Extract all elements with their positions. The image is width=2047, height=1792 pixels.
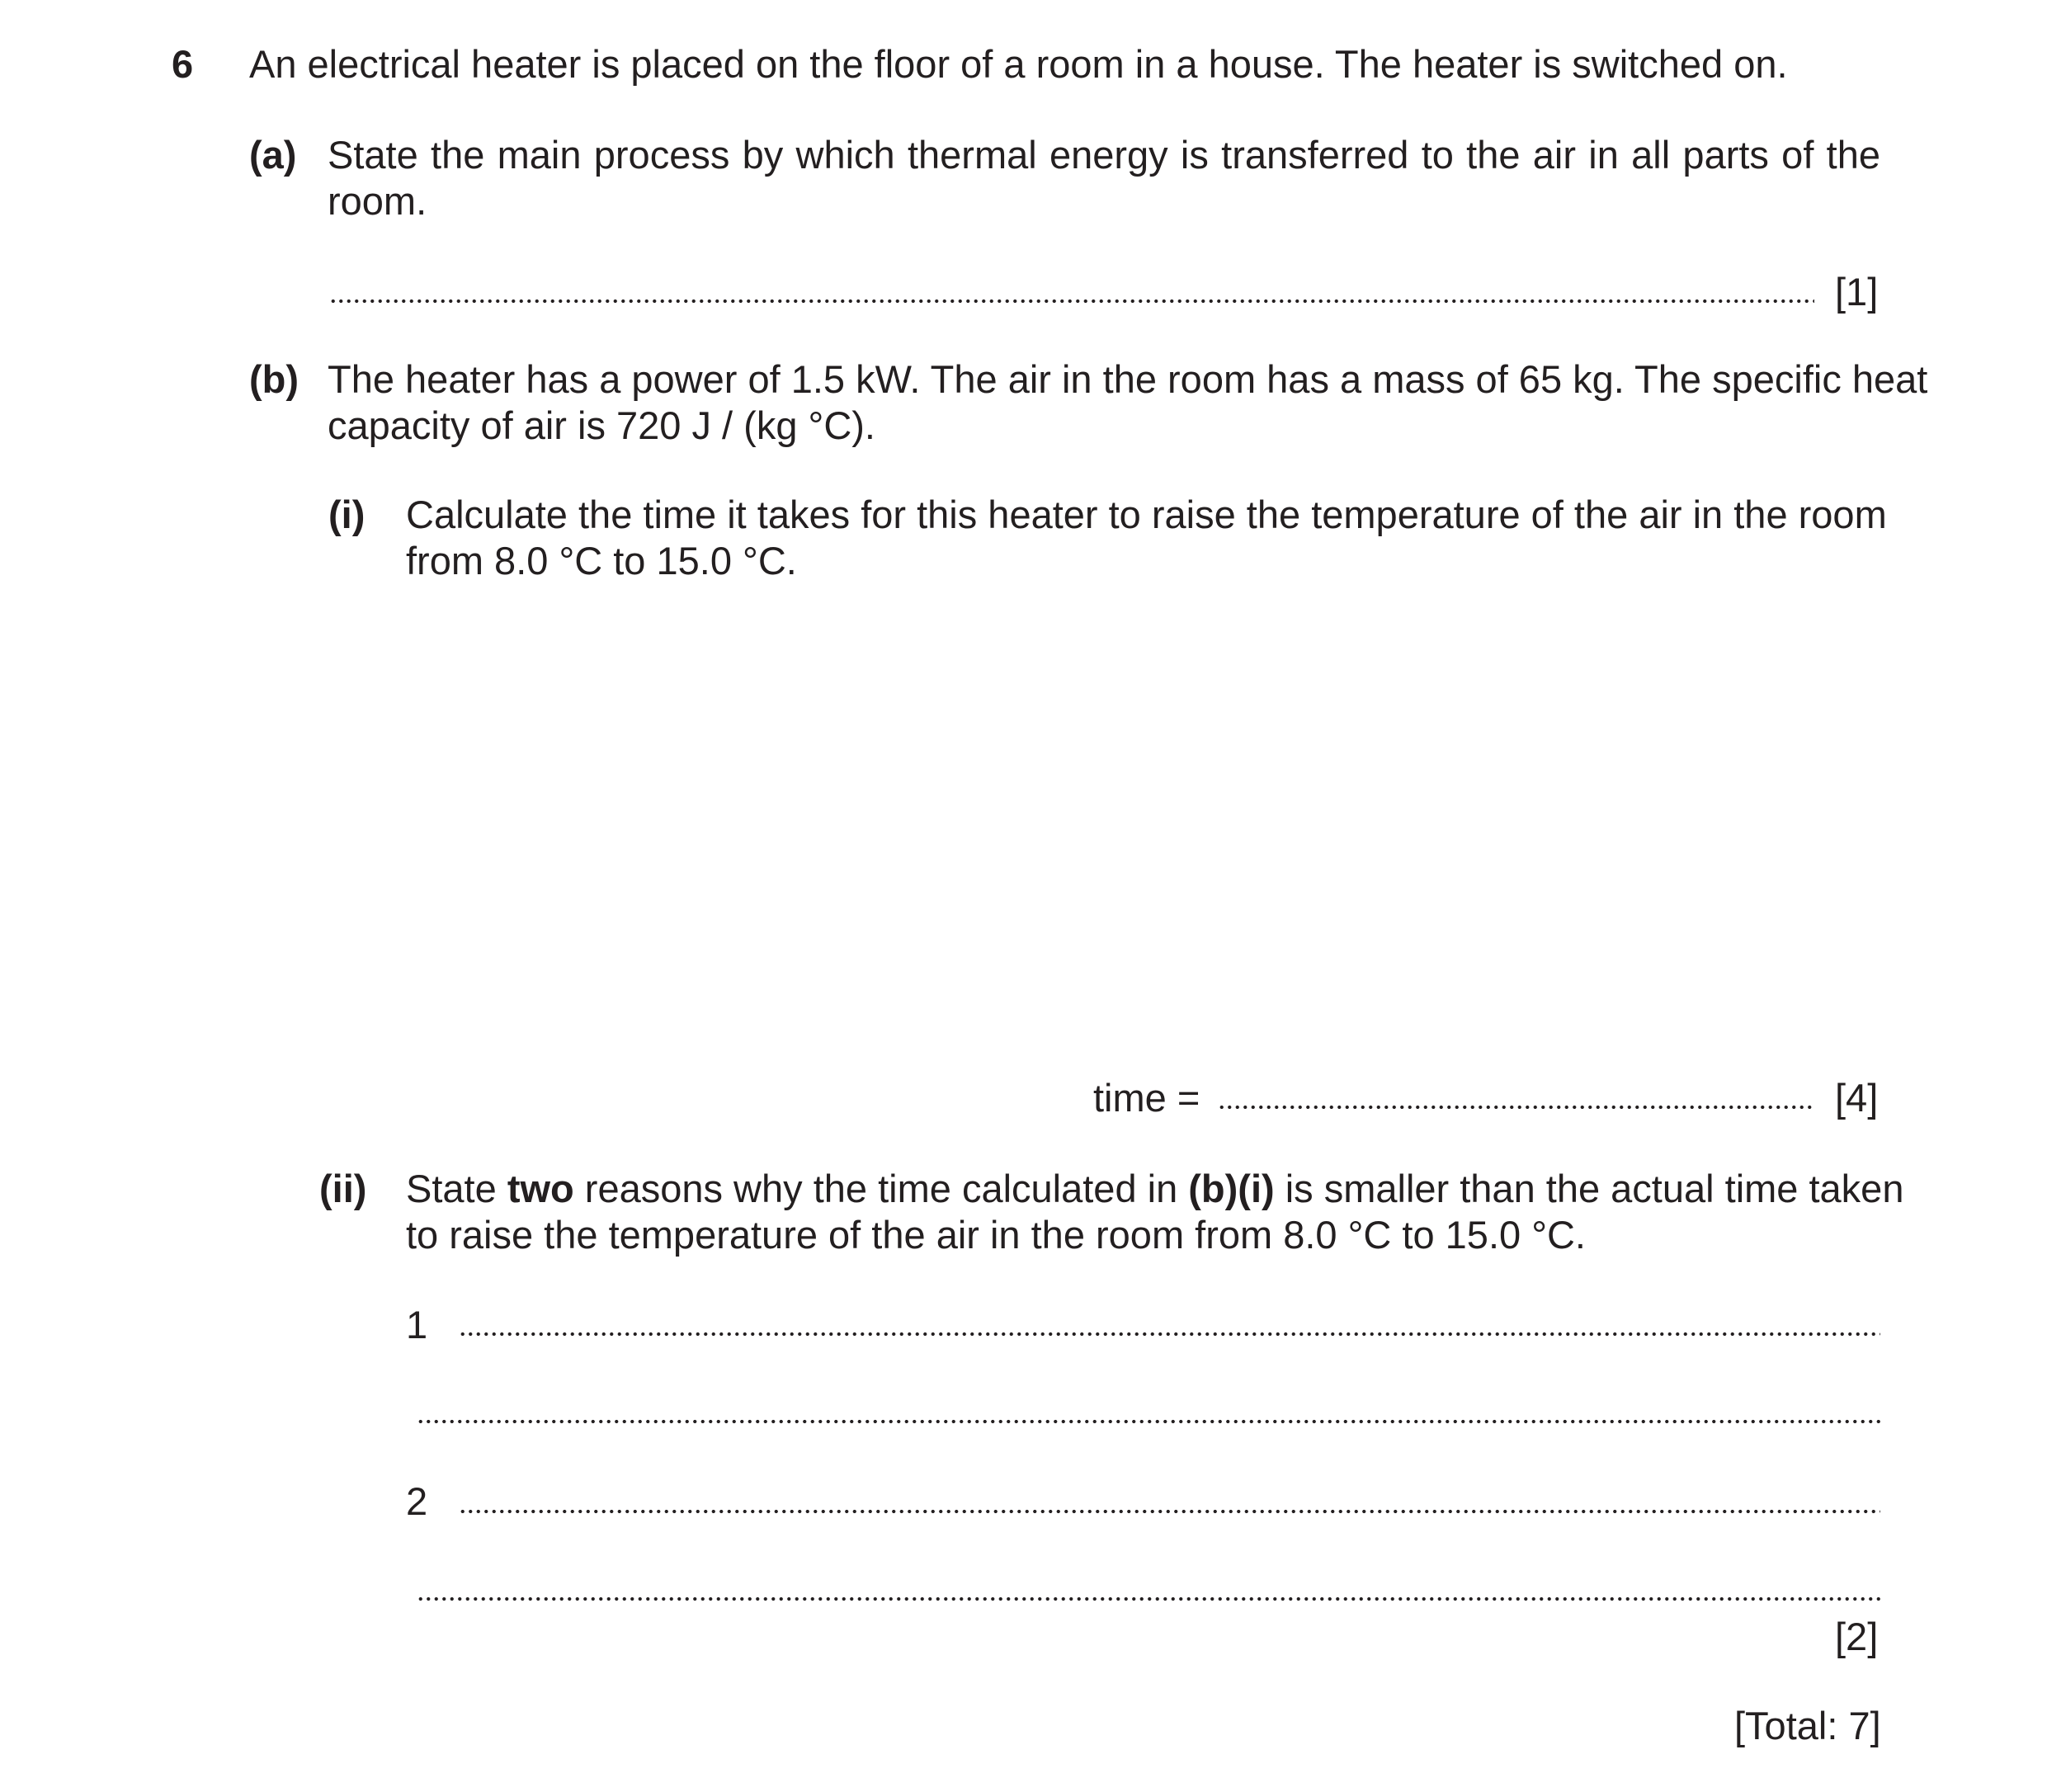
part-a-mark: [1] bbox=[1835, 270, 1879, 314]
part-b-i-mark: [4] bbox=[1835, 1076, 1879, 1120]
question-number: 6 bbox=[172, 42, 194, 86]
part-b-i-text-line1: Calculate the time it takes for this heater to raise the temperature of the air in the room bbox=[406, 493, 1887, 536]
part-b-ii-text-pre: State bbox=[406, 1167, 507, 1210]
time-answer-line[interactable] bbox=[1218, 1105, 1814, 1110]
part-b-label: (b) bbox=[249, 357, 300, 401]
part-b-ii-text-line2: to raise the temperature of the air in the room from 8.0 °C to 15.0 °C. bbox=[406, 1213, 1586, 1257]
part-b-ii-text-line1 bbox=[406, 1166, 1904, 1212]
reason-2-answer-line-1[interactable] bbox=[459, 1509, 1880, 1514]
reason-1-answer-line-2[interactable] bbox=[417, 1419, 1880, 1424]
time-answer-label: time = bbox=[1093, 1076, 1200, 1120]
part-b-ii-label: (ii) bbox=[319, 1167, 367, 1210]
reason-2-number: 2 bbox=[406, 1479, 428, 1523]
reason-1-answer-line-1[interactable] bbox=[459, 1332, 1880, 1337]
part-a-answer-line[interactable] bbox=[329, 299, 1814, 304]
part-b-ii-text-ref: (b)(i) bbox=[1188, 1167, 1275, 1210]
reason-2-answer-line-2[interactable] bbox=[417, 1596, 1880, 1601]
part-b-ii-text-bold: two bbox=[507, 1167, 574, 1210]
part-a-text-line2: room. bbox=[328, 179, 427, 223]
part-b-ii-text-mid: reasons why the time calculated in bbox=[573, 1167, 1189, 1210]
part-b-i-text-line2: from 8.0 °C to 15.0 °C. bbox=[406, 539, 797, 582]
part-b-text-line2: capacity of air is 720 J / (kg °C). bbox=[328, 403, 875, 447]
question-total-mark: [Total: 7] bbox=[1734, 1704, 1881, 1747]
part-b-ii-text-post: is smaller than the actual time taken bbox=[1274, 1167, 1904, 1210]
part-a-text-line1: State the main process by which thermal energy is transferred to the air in all parts of the bbox=[328, 133, 1880, 177]
part-a-label: (a) bbox=[249, 133, 297, 177]
question-intro: An electrical heater is placed on the floor of a room in a house. The heater is switched on. bbox=[249, 42, 1788, 86]
part-b-i-label: (i) bbox=[328, 493, 366, 536]
part-b-text-line1: The heater has a power of 1.5 kW. The air in the room has a mass of 65 kg. The specific heat bbox=[328, 357, 1928, 401]
reason-1-number: 1 bbox=[406, 1303, 428, 1346]
part-b-ii-mark: [2] bbox=[1835, 1615, 1879, 1658]
